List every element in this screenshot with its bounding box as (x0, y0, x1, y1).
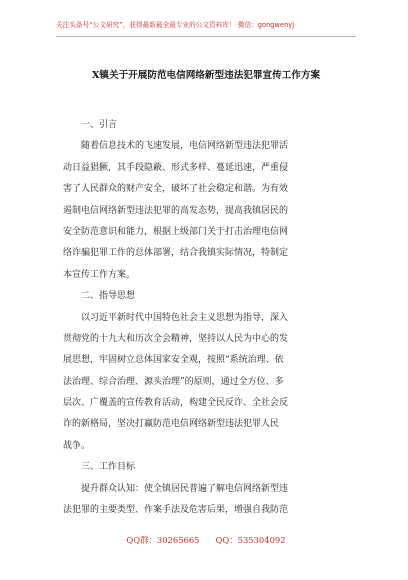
body-line: 以习近平新时代中国特色社会主义思想为指导，深入 (81, 312, 289, 323)
body-line: 提升群众认知：使全镇居民普遍了解电信网络新型违 (81, 483, 289, 494)
body-line: 随着信息技术的飞速发展，电信网络新型违法犯罪活 (81, 141, 289, 152)
header-divider (56, 36, 356, 37)
body-line: 战争。 (63, 440, 91, 451)
body-line: 本宣传工作方案。 (63, 269, 136, 280)
body-line: 三、工作目标 (81, 462, 136, 473)
body-line: 二、指导思想 (81, 291, 136, 302)
document-body (63, 115, 345, 521)
header-banner (56, 20, 356, 30)
document-title: X镇关于开展防范电信网络新型违法犯罪宣传工作方案 (91, 70, 321, 81)
body-line: 展思想，牢固树立总体国家安全观，按照“系统治理、依 (63, 355, 284, 366)
body-line: 一、引言 (81, 120, 118, 130)
body-line: 层次、广覆盖的宣传教育活动，构建全民反诈、全社会反 (63, 398, 289, 409)
body-line: 诈的新格局，坚决打赢防范电信网络新型违法犯罪人民 (63, 419, 280, 430)
body-line: 法犯罪的主要类型、作案手法及危害后果，增强自我防范 (63, 505, 289, 516)
body-line: 遏制电信网络新型违法犯罪的高发态势，提高我镇居民的 (63, 205, 289, 216)
body-line: 安全防范意识和能力，根据上级部门关于打击治理电信网 (63, 226, 289, 237)
body-line: 络诈骗犯罪工作的总体部署，结合我镇实际情况，特制定 (63, 248, 289, 259)
footer-qq-group: QQ群：30265665 (126, 535, 200, 545)
body-line: 法治理、综合治理、源头治理”的原则，通过全方位、多 (63, 376, 284, 387)
body-line: 害了人民群众的财产安全，破坏了社会稳定和谐。为有效 (63, 184, 289, 195)
header-banner-text: 关注头条号“公文研究”，获得最新最全最专业的公文资料库！ 微信：gongwenyj (56, 21, 295, 29)
body-line: 贯彻党的十九大和历次全会精神，坚持以人民为中心的发 (63, 333, 289, 344)
footer-qq-number: QQ：535304092 (215, 535, 286, 545)
footer-contact (56, 534, 356, 546)
body-line: 动日益猖獗，其手段隐蔽、形式多样、蔓延迅速，严重侵 (63, 162, 289, 173)
